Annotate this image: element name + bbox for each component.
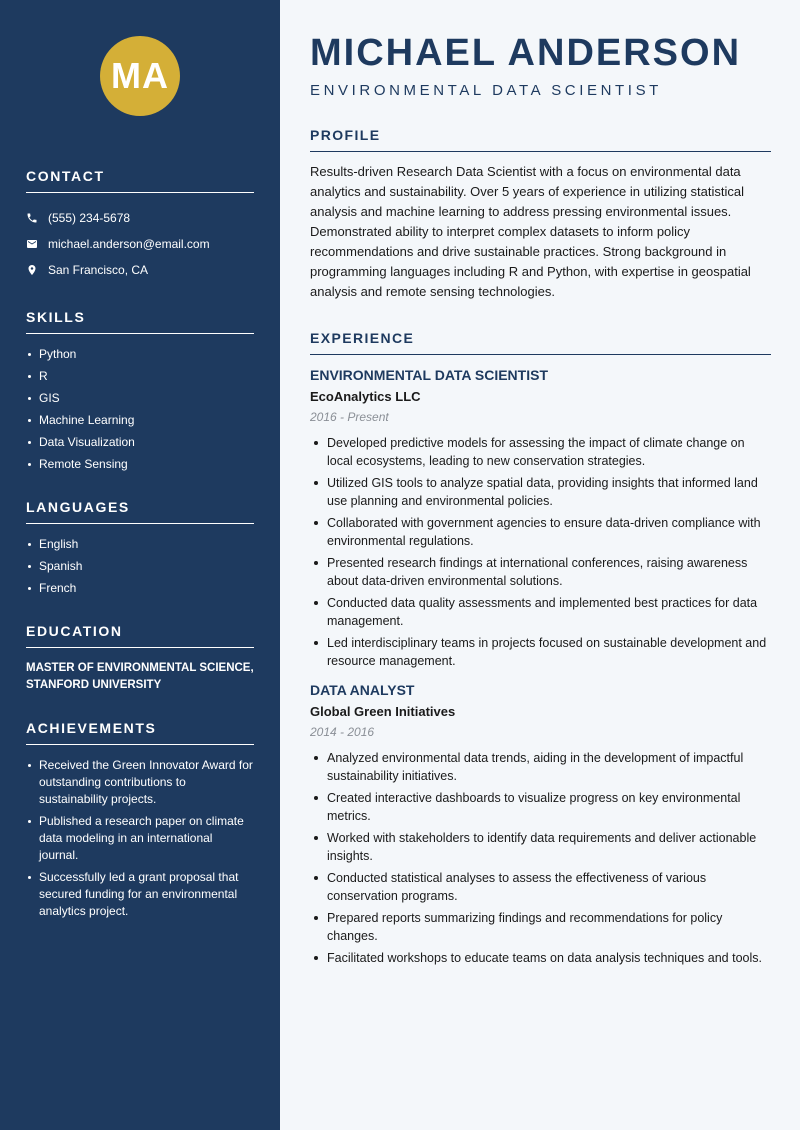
job-bullet: Led interdisciplinary teams in projects focused on sustainable development and resource management. [310, 634, 771, 670]
job-bullet: Analyzed environmental data trends, aiding in the development of impactful sustainability initiatives. [310, 749, 771, 785]
job-bullet: Conducted data quality assessments and implemented best practices for data management. [310, 594, 771, 630]
skills-list [26, 346, 254, 473]
achievement-item: Published a research paper on climate data modeling in an international journal. [26, 813, 254, 864]
languages-list [26, 536, 254, 597]
job-bullets [310, 434, 771, 670]
achievements-list [26, 757, 254, 920]
email-icon [26, 238, 38, 250]
job-entry [310, 367, 771, 670]
job-company: Global Green Initiatives [310, 704, 456, 719]
location-text: San Francisco, CA [48, 263, 149, 277]
job-bullets [310, 749, 771, 967]
contact-heading: CONTACT [26, 168, 254, 193]
profile-heading: PROFILE [310, 127, 771, 152]
job-bullet: Created interactive dashboards to visualize progress on key environmental metrics. [310, 789, 771, 825]
experience-heading: EXPERIENCE [310, 330, 771, 355]
skill-item: Machine Learning [26, 412, 254, 429]
achievement-item: Successfully led a grant proposal that secured funding for an environmental analytics project. [26, 869, 254, 920]
skill-item: Data Visualization [26, 434, 254, 451]
job-title: DATA ANALYST [310, 682, 415, 698]
languages-section [26, 499, 254, 597]
contact-email [26, 231, 254, 257]
job-title: ENVIRONMENTAL DATA SCIENTIST [310, 367, 548, 383]
job-bullet: Utilized GIS tools to analyze spatial data, providing insights that informed land use planning and environmental policies. [310, 474, 771, 510]
contact-phone [26, 205, 254, 231]
job-entry [310, 682, 771, 967]
job-dates: 2014 - 2016 [310, 725, 375, 739]
job-bullet: Prepared reports summarizing findings and recommendations for policy changes. [310, 909, 771, 945]
languages-heading: LANGUAGES [26, 499, 254, 524]
skills-heading: SKILLS [26, 309, 254, 334]
education-heading: EDUCATION [26, 623, 254, 648]
job-bullet: Presented research findings at international conferences, raising awareness about data-driven environmental solutions. [310, 554, 771, 590]
achievements-heading: ACHIEVEMENTS [26, 720, 254, 745]
education-section [26, 623, 254, 694]
skill-item: GIS [26, 390, 254, 407]
skill-item: R [26, 368, 254, 385]
sidebar [0, 0, 280, 1130]
job-bullet: Conducted statistical analyses to assess the effectiveness of various conservation programs. [310, 869, 771, 905]
job-bullet: Facilitated workshops to educate teams on data analysis techniques and tools. [310, 949, 771, 967]
skill-item: Python [26, 346, 254, 363]
job-dates: 2016 - Present [310, 410, 389, 424]
main-content [280, 0, 800, 1130]
avatar: MA [100, 36, 180, 116]
location-pin-icon [26, 264, 38, 276]
job-bullet: Worked with stakeholders to identify data requirements and deliver actionable insights. [310, 829, 771, 865]
contact-section [26, 168, 254, 283]
job-bullet: Collaborated with government agencies to ensure data-driven compliance with environmental regulations. [310, 514, 771, 550]
education-degree: MASTER OF ENVIRONMENTAL SCIENCE, STANFORD UNIVERSITY [26, 662, 254, 691]
candidate-name: MICHAEL ANDERSON [310, 32, 742, 74]
phone-text: (555) 234-5678 [48, 211, 131, 225]
achievements-section [26, 720, 254, 920]
contact-location [26, 257, 254, 283]
achievement-item: Received the Green Innovator Award for outstanding contributions to sustainability projects. [26, 757, 254, 808]
job-bullet: Developed predictive models for assessing the impact of climate change on local ecosystems, leading to new conservation strategies. [310, 434, 771, 470]
job-company: EcoAnalytics LLC [310, 389, 421, 404]
language-item: English [26, 536, 254, 553]
avatar-wrap [26, 36, 254, 116]
phone-icon [26, 212, 38, 224]
email-text[interactable]: michael.anderson@email.com [48, 237, 210, 251]
skill-item: Remote Sensing [26, 456, 254, 473]
candidate-title: ENVIRONMENTAL DATA SCIENTIST [310, 82, 662, 99]
skills-section [26, 309, 254, 473]
language-item: Spanish [26, 558, 254, 575]
language-item: French [26, 580, 254, 597]
profile-text: Results-driven Research Data Scientist with a focus on environmental data analytics and sustainability. Over 5 years of experience in utilizing statistical analysis and machine learning to address pressing environmental issues. Demonstrated ability to interpret complex datasets to inform policy recommendations and drive sustainable practices. Strong background in programming languages including R and Python, with expertise in geospatial analysis and remote sensing technologies. [310, 164, 751, 299]
